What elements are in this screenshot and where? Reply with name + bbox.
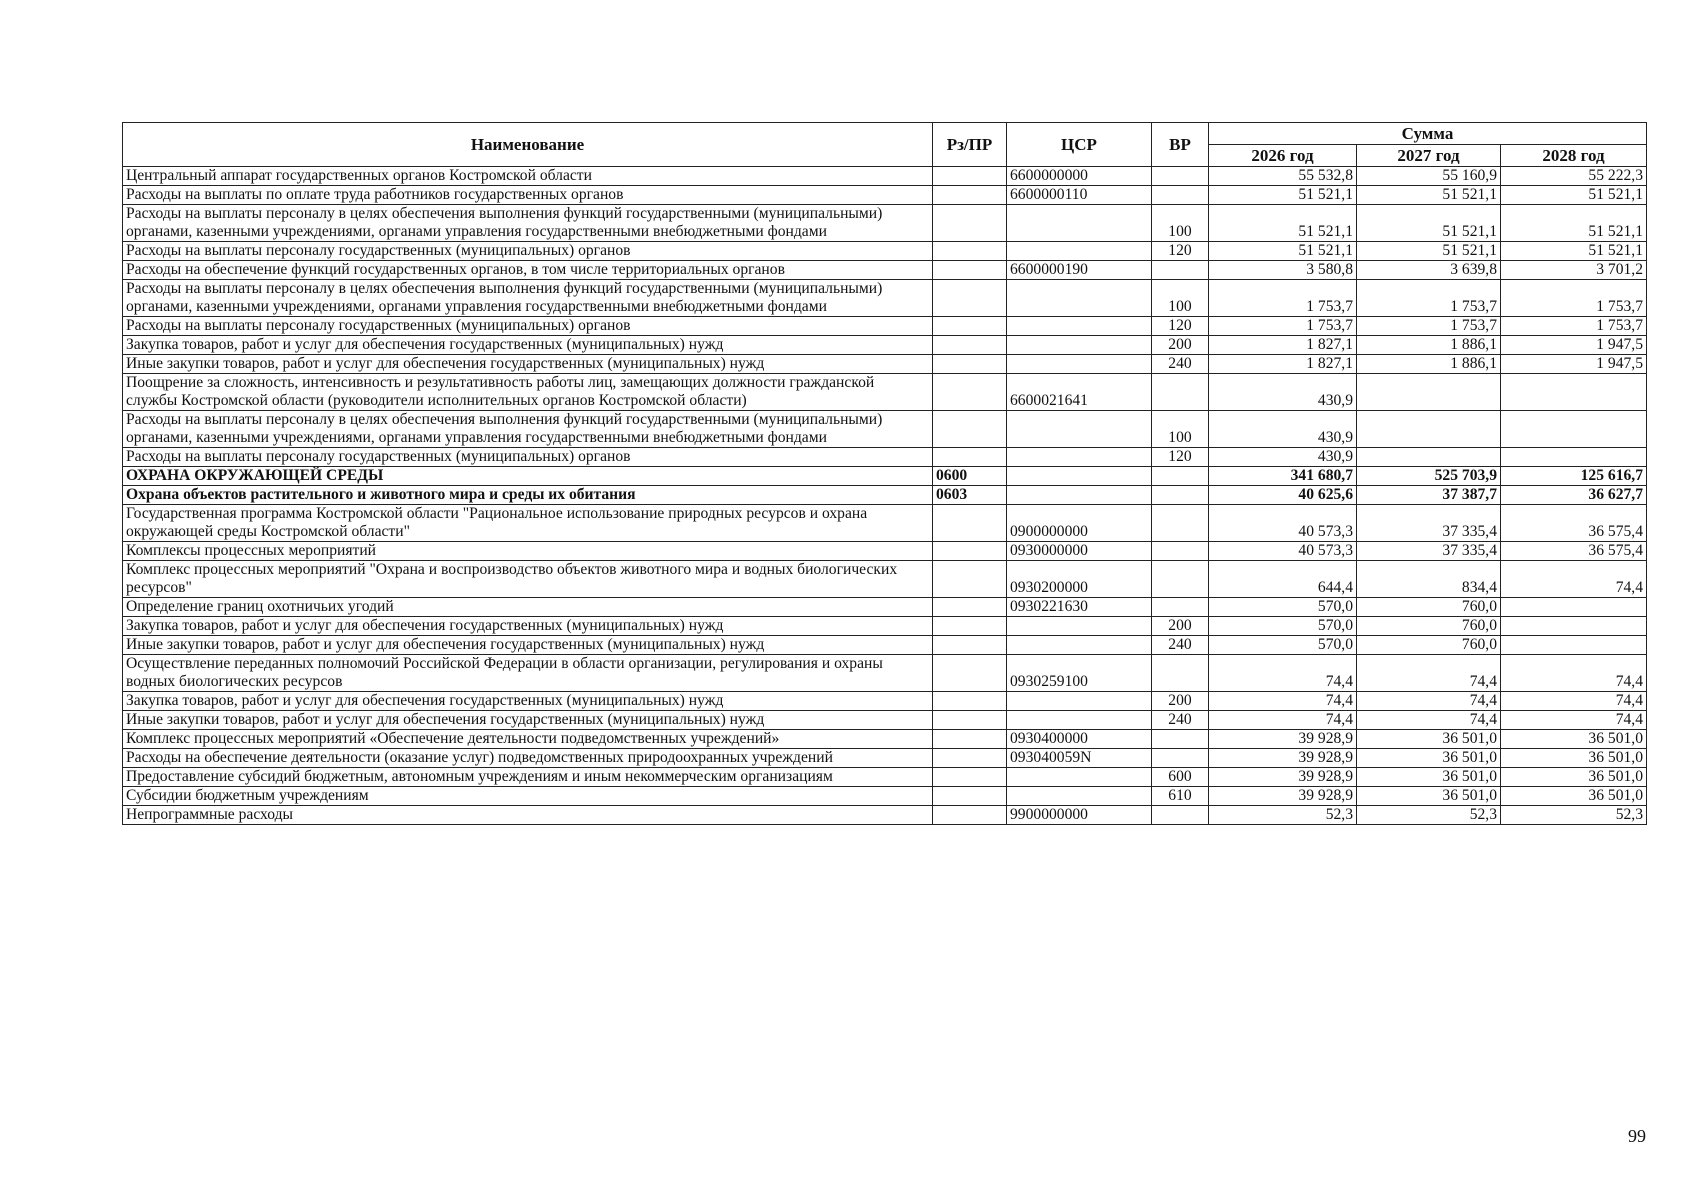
cell-sum-2026: 52,3 <box>1209 806 1357 825</box>
cell-sum-2028: 36 627,7 <box>1501 486 1647 505</box>
table-row <box>123 467 1647 486</box>
cell-vr <box>1152 542 1209 561</box>
header-rz: Рз/ПР <box>933 123 1007 167</box>
cell-sum-2026: 51 521,1 <box>1209 186 1357 205</box>
cell-sum-2028 <box>1501 617 1647 636</box>
cell-csr: 6600021641 <box>1007 374 1152 411</box>
cell-sum-2027: 1 753,7 <box>1357 317 1501 336</box>
cell-sum-2028: 74,4 <box>1501 692 1647 711</box>
cell-csr <box>1007 787 1152 806</box>
cell-csr: 6600000190 <box>1007 261 1152 280</box>
cell-sum-2026: 570,0 <box>1209 636 1357 655</box>
cell-sum-2027: 74,4 <box>1357 711 1501 730</box>
cell-csr <box>1007 617 1152 636</box>
cell-name: Комплекс процессных мероприятий "Охрана и воспроизводство объектов животного мира и водных биологических ресурсов" <box>123 561 933 598</box>
cell-sum-2028 <box>1501 374 1647 411</box>
cell-sum-2028: 51 521,1 <box>1501 242 1647 261</box>
cell-sum-2028: 52,3 <box>1501 806 1647 825</box>
cell-name: Закупка товаров, работ и услуг для обеспечения государственных (муниципальных) нужд <box>123 692 933 711</box>
table-row <box>123 205 1647 242</box>
cell-sum-2026: 39 928,9 <box>1209 787 1357 806</box>
cell-sum-2026: 40 573,3 <box>1209 542 1357 561</box>
cell-vr: 100 <box>1152 411 1209 448</box>
cell-csr <box>1007 411 1152 448</box>
cell-sum-2026: 39 928,9 <box>1209 768 1357 787</box>
cell-sum-2028: 36 501,0 <box>1501 768 1647 787</box>
cell-csr <box>1007 355 1152 374</box>
cell-vr: 100 <box>1152 280 1209 317</box>
cell-sum-2028: 36 501,0 <box>1501 749 1647 768</box>
cell-sum-2027: 760,0 <box>1357 617 1501 636</box>
cell-sum-2026: 644,4 <box>1209 561 1357 598</box>
header-csr: ЦСР <box>1007 123 1152 167</box>
cell-sum-2027: 36 501,0 <box>1357 749 1501 768</box>
cell-rz-pr <box>933 711 1007 730</box>
cell-sum-2026: 1 827,1 <box>1209 336 1357 355</box>
cell-vr: 240 <box>1152 355 1209 374</box>
cell-vr <box>1152 167 1209 186</box>
page-number: 99 <box>1628 1126 1646 1146</box>
cell-name: Закупка товаров, работ и услуг для обеспечения государственных (муниципальных) нужд <box>123 336 933 355</box>
cell-rz-pr <box>933 205 1007 242</box>
table-row <box>123 505 1647 542</box>
cell-sum-2027: 74,4 <box>1357 655 1501 692</box>
cell-vr <box>1152 261 1209 280</box>
cell-rz-pr: 0600 <box>933 467 1007 486</box>
cell-sum-2026: 430,9 <box>1209 448 1357 467</box>
cell-rz-pr <box>933 787 1007 806</box>
cell-csr: 0930000000 <box>1007 542 1152 561</box>
cell-rz-pr <box>933 561 1007 598</box>
header-vr: ВР <box>1152 123 1209 167</box>
table-row <box>123 636 1647 655</box>
table-row <box>123 448 1647 467</box>
cell-name: Государственная программа Костромской области "Рациональное использование природных ресурсов и охрана окружающей среды Костромской области" <box>123 505 933 542</box>
cell-sum-2028: 1 753,7 <box>1501 280 1647 317</box>
cell-csr <box>1007 205 1152 242</box>
cell-sum-2027: 760,0 <box>1357 598 1501 617</box>
cell-vr <box>1152 467 1209 486</box>
cell-name: Закупка товаров, работ и услуг для обеспечения государственных (муниципальных) нужд <box>123 617 933 636</box>
cell-vr <box>1152 730 1209 749</box>
cell-rz-pr <box>933 617 1007 636</box>
cell-sum-2027: 3 639,8 <box>1357 261 1501 280</box>
cell-sum-2027: 55 160,9 <box>1357 167 1501 186</box>
cell-sum-2028: 36 575,4 <box>1501 505 1647 542</box>
cell-sum-2028: 55 222,3 <box>1501 167 1647 186</box>
cell-sum-2027: 36 501,0 <box>1357 787 1501 806</box>
cell-vr: 200 <box>1152 692 1209 711</box>
table-row <box>123 730 1647 749</box>
cell-sum-2026: 430,9 <box>1209 374 1357 411</box>
cell-rz-pr <box>933 749 1007 768</box>
cell-vr <box>1152 655 1209 692</box>
table-row <box>123 242 1647 261</box>
cell-rz-pr <box>933 505 1007 542</box>
table-row <box>123 598 1647 617</box>
cell-rz-pr <box>933 374 1007 411</box>
cell-sum-2028: 36 501,0 <box>1501 787 1647 806</box>
cell-sum-2027 <box>1357 411 1501 448</box>
cell-sum-2026: 1 753,7 <box>1209 317 1357 336</box>
cell-sum-2028 <box>1501 636 1647 655</box>
cell-vr: 200 <box>1152 336 1209 355</box>
cell-sum-2026: 1 827,1 <box>1209 355 1357 374</box>
table-row <box>123 280 1647 317</box>
cell-csr: 6600000000 <box>1007 167 1152 186</box>
cell-sum-2026: 430,9 <box>1209 411 1357 448</box>
cell-sum-2027: 1 886,1 <box>1357 336 1501 355</box>
cell-sum-2028: 74,4 <box>1501 711 1647 730</box>
table-row <box>123 167 1647 186</box>
cell-name: Расходы на выплаты персоналу в целях обеспечения выполнения функций государственными (муниципальными) органами, казенными учреждениями, органами управления государственными внебюджетными фондами <box>123 205 933 242</box>
cell-name: Комплексы процессных мероприятий <box>123 542 933 561</box>
cell-csr: 6600000110 <box>1007 186 1152 205</box>
cell-vr <box>1152 749 1209 768</box>
cell-vr <box>1152 505 1209 542</box>
cell-vr: 120 <box>1152 242 1209 261</box>
cell-rz-pr <box>933 730 1007 749</box>
cell-csr: 0930200000 <box>1007 561 1152 598</box>
cell-sum-2028 <box>1501 448 1647 467</box>
table-row <box>123 692 1647 711</box>
cell-sum-2026: 74,4 <box>1209 692 1357 711</box>
table-row <box>123 261 1647 280</box>
table-row <box>123 749 1647 768</box>
cell-rz-pr <box>933 542 1007 561</box>
cell-name: Расходы на выплаты персоналу в целях обеспечения выполнения функций государственными (муниципальными) органами, казенными учреждениями, органами управления государственными внебюджетными фондами <box>123 280 933 317</box>
cell-rz-pr <box>933 167 1007 186</box>
cell-sum-2028: 36 501,0 <box>1501 730 1647 749</box>
cell-csr <box>1007 768 1152 787</box>
header-sum: Сумма <box>1209 123 1647 145</box>
cell-rz-pr <box>933 242 1007 261</box>
cell-csr: 0930259100 <box>1007 655 1152 692</box>
table-row <box>123 787 1647 806</box>
cell-name: Расходы на выплаты персоналу государственных (муниципальных) органов <box>123 317 933 336</box>
cell-name: Охрана объектов растительного и животного мира и среды их обитания <box>123 486 933 505</box>
cell-csr: 0930400000 <box>1007 730 1152 749</box>
cell-sum-2027: 74,4 <box>1357 692 1501 711</box>
table-row <box>123 411 1647 448</box>
cell-vr: 100 <box>1152 205 1209 242</box>
cell-sum-2027 <box>1357 374 1501 411</box>
cell-rz-pr <box>933 186 1007 205</box>
table-row <box>123 486 1647 505</box>
cell-sum-2026: 40 625,6 <box>1209 486 1357 505</box>
cell-rz-pr <box>933 806 1007 825</box>
cell-sum-2027: 36 501,0 <box>1357 768 1501 787</box>
cell-sum-2026: 74,4 <box>1209 655 1357 692</box>
cell-sum-2027: 37 335,4 <box>1357 505 1501 542</box>
table-row <box>123 186 1647 205</box>
header-2026: 2026 год <box>1209 145 1357 167</box>
cell-sum-2026: 341 680,7 <box>1209 467 1357 486</box>
cell-csr <box>1007 280 1152 317</box>
cell-sum-2026: 74,4 <box>1209 711 1357 730</box>
table-row <box>123 336 1647 355</box>
cell-vr: 610 <box>1152 787 1209 806</box>
cell-rz-pr <box>933 636 1007 655</box>
cell-sum-2026: 570,0 <box>1209 617 1357 636</box>
cell-sum-2027: 36 501,0 <box>1357 730 1501 749</box>
cell-name: Расходы на выплаты персоналу государственных (муниципальных) органов <box>123 448 933 467</box>
table-row <box>123 617 1647 636</box>
cell-sum-2027: 52,3 <box>1357 806 1501 825</box>
table-row <box>123 317 1647 336</box>
cell-sum-2026: 55 532,8 <box>1209 167 1357 186</box>
cell-vr <box>1152 486 1209 505</box>
cell-sum-2028: 51 521,1 <box>1501 205 1647 242</box>
cell-sum-2028: 74,4 <box>1501 655 1647 692</box>
cell-name: Расходы на выплаты персоналу в целях обеспечения выполнения функций государственными (муниципальными) органами, казенными учреждениями, органами управления государственными внебюджетными фондами <box>123 411 933 448</box>
cell-csr: 9900000000 <box>1007 806 1152 825</box>
cell-sum-2028 <box>1501 598 1647 617</box>
cell-vr: 120 <box>1152 448 1209 467</box>
cell-csr: 0900000000 <box>1007 505 1152 542</box>
cell-name: Расходы на обеспечение функций государственных органов, в том числе территориальных органов <box>123 261 933 280</box>
cell-sum-2028: 74,4 <box>1501 561 1647 598</box>
cell-csr <box>1007 317 1152 336</box>
cell-name: Центральный аппарат государственных органов Костромской области <box>123 167 933 186</box>
cell-name: Осуществление переданных полномочий Российской Федерации в области организации, регулирования и охраны водных биологических ресурсов <box>123 655 933 692</box>
table-row <box>123 711 1647 730</box>
cell-rz-pr <box>933 655 1007 692</box>
cell-name: Расходы на обеспечение деятельности (оказание услуг) подведомственных природоохранных учреждений <box>123 749 933 768</box>
cell-name: Комплекс процессных мероприятий «Обеспечение деятельности подведомственных учреждений» <box>123 730 933 749</box>
cell-csr <box>1007 242 1152 261</box>
cell-name: Иные закупки товаров, работ и услуг для обеспечения государственных (муниципальных) нужд <box>123 636 933 655</box>
table-row <box>123 542 1647 561</box>
cell-rz-pr <box>933 317 1007 336</box>
cell-name: Расходы на выплаты по оплате труда работников государственных органов <box>123 186 933 205</box>
cell-name: Иные закупки товаров, работ и услуг для обеспечения государственных (муниципальных) нужд <box>123 711 933 730</box>
cell-sum-2026: 51 521,1 <box>1209 242 1357 261</box>
cell-csr <box>1007 467 1152 486</box>
cell-rz-pr <box>933 355 1007 374</box>
cell-name: Поощрение за сложность, интенсивность и результативность работы лиц, замещающих должности гражданской службы Костромской области (руководители исполнительных органов Костромской области) <box>123 374 933 411</box>
cell-sum-2026: 39 928,9 <box>1209 749 1357 768</box>
cell-sum-2027: 51 521,1 <box>1357 186 1501 205</box>
cell-csr <box>1007 636 1152 655</box>
cell-sum-2027: 760,0 <box>1357 636 1501 655</box>
cell-sum-2026: 1 753,7 <box>1209 280 1357 317</box>
cell-rz-pr <box>933 598 1007 617</box>
header-2028: 2028 год <box>1501 145 1647 167</box>
cell-csr <box>1007 336 1152 355</box>
cell-csr: 093040059N <box>1007 749 1152 768</box>
cell-sum-2027: 51 521,1 <box>1357 242 1501 261</box>
cell-csr <box>1007 448 1152 467</box>
cell-name: Предоставление субсидий бюджетным, автономным учреждениям и иным некоммерческим организациям <box>123 768 933 787</box>
cell-name: Определение границ охотничьих угодий <box>123 598 933 617</box>
cell-vr <box>1152 374 1209 411</box>
cell-vr: 200 <box>1152 617 1209 636</box>
cell-sum-2027: 37 387,7 <box>1357 486 1501 505</box>
cell-sum-2028: 3 701,2 <box>1501 261 1647 280</box>
cell-name: Иные закупки товаров, работ и услуг для обеспечения государственных (муниципальных) нужд <box>123 355 933 374</box>
table-header <box>123 123 1647 167</box>
table-row <box>123 355 1647 374</box>
header-name: Наименование <box>123 123 933 167</box>
cell-rz-pr <box>933 336 1007 355</box>
table-row <box>123 561 1647 598</box>
cell-sum-2027: 525 703,9 <box>1357 467 1501 486</box>
cell-rz-pr <box>933 768 1007 787</box>
header-2027: 2027 год <box>1357 145 1501 167</box>
cell-sum-2028: 51 521,1 <box>1501 186 1647 205</box>
cell-sum-2027: 51 521,1 <box>1357 205 1501 242</box>
cell-vr: 240 <box>1152 711 1209 730</box>
cell-vr <box>1152 806 1209 825</box>
cell-sum-2028: 1 753,7 <box>1501 317 1647 336</box>
cell-csr: 0930221630 <box>1007 598 1152 617</box>
cell-sum-2026: 570,0 <box>1209 598 1357 617</box>
cell-sum-2027: 1 886,1 <box>1357 355 1501 374</box>
table-row <box>123 768 1647 787</box>
cell-name: ОХРАНА ОКРУЖАЮЩЕЙ СРЕДЫ <box>123 467 933 486</box>
cell-name: Субсидии бюджетным учреждениям <box>123 787 933 806</box>
cell-sum-2027 <box>1357 448 1501 467</box>
cell-vr: 120 <box>1152 317 1209 336</box>
budget-table <box>122 122 1647 825</box>
cell-rz-pr <box>933 280 1007 317</box>
cell-sum-2028: 1 947,5 <box>1501 355 1647 374</box>
cell-csr <box>1007 486 1152 505</box>
cell-csr <box>1007 692 1152 711</box>
table-body <box>123 167 1647 825</box>
cell-rz-pr <box>933 261 1007 280</box>
cell-sum-2028 <box>1501 411 1647 448</box>
cell-vr: 240 <box>1152 636 1209 655</box>
cell-rz-pr <box>933 448 1007 467</box>
cell-rz-pr: 0603 <box>933 486 1007 505</box>
cell-sum-2028: 36 575,4 <box>1501 542 1647 561</box>
cell-sum-2027: 37 335,4 <box>1357 542 1501 561</box>
cell-sum-2026: 39 928,9 <box>1209 730 1357 749</box>
cell-csr <box>1007 711 1152 730</box>
cell-rz-pr <box>933 411 1007 448</box>
cell-sum-2026: 40 573,3 <box>1209 505 1357 542</box>
cell-vr <box>1152 598 1209 617</box>
cell-vr <box>1152 186 1209 205</box>
cell-sum-2026: 3 580,8 <box>1209 261 1357 280</box>
cell-vr: 600 <box>1152 768 1209 787</box>
cell-name: Непрограммные расходы <box>123 806 933 825</box>
cell-sum-2028: 125 616,7 <box>1501 467 1647 486</box>
cell-sum-2026: 51 521,1 <box>1209 205 1357 242</box>
table-row <box>123 806 1647 825</box>
cell-rz-pr <box>933 692 1007 711</box>
cell-name: Расходы на выплаты персоналу государственных (муниципальных) органов <box>123 242 933 261</box>
cell-sum-2028: 1 947,5 <box>1501 336 1647 355</box>
table-row <box>123 374 1647 411</box>
cell-sum-2027: 1 753,7 <box>1357 280 1501 317</box>
table-row <box>123 655 1647 692</box>
cell-vr <box>1152 561 1209 598</box>
cell-sum-2027: 834,4 <box>1357 561 1501 598</box>
